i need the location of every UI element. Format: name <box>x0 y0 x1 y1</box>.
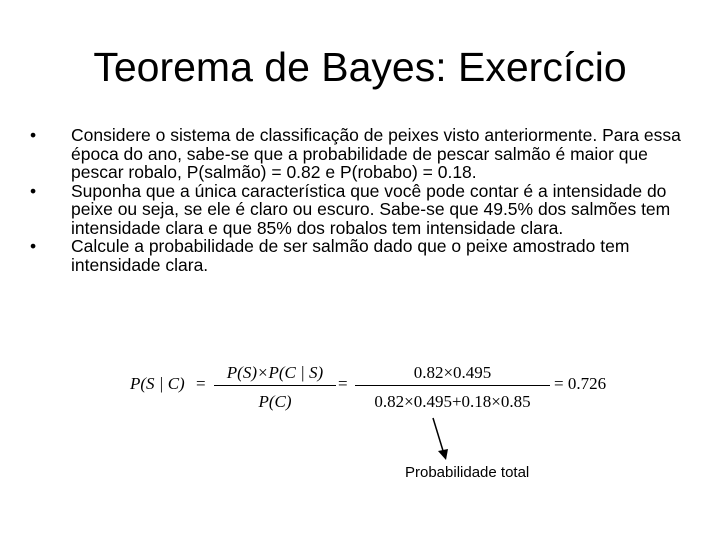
arrow-head-icon <box>438 449 448 460</box>
bullet-text: Calcule a probabilidade de ser salmão dado que o peixe amostrado tem intensidade clara. <box>71 236 630 275</box>
bullet-marker: • <box>30 125 37 145</box>
fraction-denominator: 0.82×0.495+0.18×0.85 <box>374 392 531 411</box>
formula-equals-1: = <box>196 374 206 393</box>
fraction-denominator: P(C) <box>258 392 292 411</box>
bullet-marker: • <box>30 180 37 201</box>
fraction-numerator: P(S)×P(C | S) <box>226 363 324 382</box>
formula-result: = 0.726 <box>554 374 607 393</box>
bullet-text: Suponha que a única característica que você pode contar é a intensidade do peixe ou seja, se ele é claro ou escuro. Sabe-se que 49.5% dos salmões tem intensidade clara e que 85% dos robalos tem intensidade clara. <box>71 180 671 238</box>
bullet-marker: • <box>30 236 37 256</box>
formula-lhs: P(S | C) <box>130 374 185 393</box>
arrow-shaft <box>433 418 444 454</box>
formula-equals-2: = <box>338 374 348 393</box>
bullet-text: Considere o sistema de classificação de peixes visto anteriormente. Para essa época do ano, sabe-se que a probabilidade de pescar salmão é maior que pescar robalo, P(salmão) = 0.82 e P(robabo) = 0.18. <box>71 125 681 182</box>
fraction-numerator: 0.82×0.495 <box>413 363 492 382</box>
total-probability-label: Probabilidade total <box>405 464 530 481</box>
page-title: Teorema de Bayes: Exercício <box>93 44 627 90</box>
